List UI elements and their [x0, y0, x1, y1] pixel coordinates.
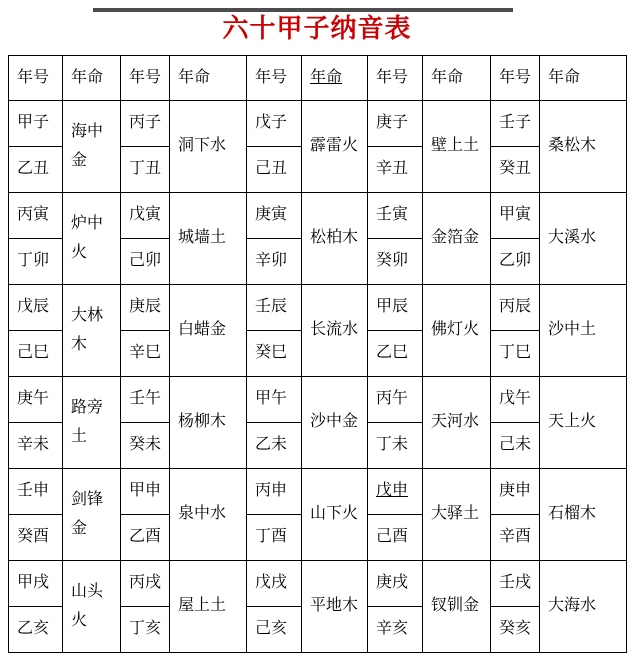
year-cell: 辛丑: [368, 147, 423, 193]
table-row: [9, 469, 627, 515]
year-cell: 壬申: [9, 469, 63, 515]
year-cell: 丁巳: [491, 331, 540, 377]
header-nayin-label: 年命: [302, 56, 368, 101]
nayin-cell: 洞下水: [170, 101, 247, 193]
header-nayin-label: 年命: [423, 56, 491, 101]
year-cell: 癸丑: [491, 147, 540, 193]
year-cell: 丙辰: [491, 285, 540, 331]
year-cell: 戊午: [491, 377, 540, 423]
year-cell: 庚戌: [368, 561, 423, 607]
year-cell: 壬戌: [491, 561, 540, 607]
year-cell: 壬寅: [368, 193, 423, 239]
header-year-label: 年号: [9, 56, 63, 101]
year-cell: 己丑: [247, 147, 302, 193]
year-cell: 甲午: [247, 377, 302, 423]
table-row: [9, 193, 627, 239]
top-divider-line: [93, 8, 513, 12]
header-nayin-label: 年命: [63, 56, 121, 101]
nayin-cell: 山下火: [302, 469, 368, 561]
year-cell: 癸酉: [9, 515, 63, 561]
nayin-cell: 白蜡金: [170, 285, 247, 377]
nayin-cell: 长流水: [302, 285, 368, 377]
table-row: [9, 377, 627, 423]
year-cell: 戊辰: [9, 285, 63, 331]
nayin-cell: 天河水: [423, 377, 491, 469]
year-cell: 己卯: [121, 239, 170, 285]
nayin-cell: 大海水: [540, 561, 627, 653]
year-cell: 壬辰: [247, 285, 302, 331]
year-cell: 甲戌: [9, 561, 63, 607]
nayin-cell: 平地木: [302, 561, 368, 653]
header-year-label: 年号: [368, 56, 423, 101]
year-cell: 丁酉: [247, 515, 302, 561]
page-title: 六十甲子纳音表: [222, 14, 412, 43]
year-cell: 戊戌: [247, 561, 302, 607]
year-cell: 癸卯: [368, 239, 423, 285]
nayin-cell: 杨柳木: [170, 377, 247, 469]
year-cell: 己酉: [368, 515, 423, 561]
header-year-label: 年号: [121, 56, 170, 101]
nayin-cell: 金箔金: [423, 193, 491, 285]
year-cell: 辛亥: [368, 607, 423, 653]
year-cell: 乙酉: [121, 515, 170, 561]
header-row: [9, 56, 627, 101]
year-cell: 甲寅: [491, 193, 540, 239]
header-year-label: 年号: [491, 56, 540, 101]
nayin-cell: 沙中金: [302, 377, 368, 469]
header-nayin-label: 年命: [540, 56, 627, 101]
year-cell: 庚寅: [247, 193, 302, 239]
year-cell: 甲辰: [368, 285, 423, 331]
year-cell: 乙卯: [491, 239, 540, 285]
nayin-cell: 海中金: [63, 101, 121, 193]
nayin-cell: 钗钏金: [423, 561, 491, 653]
year-cell: 庚申: [491, 469, 540, 515]
year-cell: 丙午: [368, 377, 423, 423]
year-cell: 庚子: [368, 101, 423, 147]
nayin-cell: 路旁土: [63, 377, 121, 469]
year-cell: 丁丑: [121, 147, 170, 193]
nayin-cell: 大驿土: [423, 469, 491, 561]
year-cell: 乙丑: [9, 147, 63, 193]
year-cell: 己未: [491, 423, 540, 469]
year-cell: 丙戌: [121, 561, 170, 607]
nayin-cell: 炉中火: [63, 193, 121, 285]
year-cell: 癸未: [121, 423, 170, 469]
year-cell: 丁亥: [121, 607, 170, 653]
year-cell: 甲申: [121, 469, 170, 515]
nayin-cell: 佛灯火: [423, 285, 491, 377]
table-row: [9, 285, 627, 331]
nayin-cell: 松柏木: [302, 193, 368, 285]
year-cell: 丙子: [121, 101, 170, 147]
year-cell: 丁卯: [9, 239, 63, 285]
nayin-cell: 沙中土: [540, 285, 627, 377]
table-body: [9, 101, 627, 653]
year-cell: 辛巳: [121, 331, 170, 377]
year-cell: 丁未: [368, 423, 423, 469]
year-cell: 壬午: [121, 377, 170, 423]
year-cell: 己亥: [247, 607, 302, 653]
year-cell: 甲子: [9, 101, 63, 147]
year-cell: 壬子: [491, 101, 540, 147]
year-cell: 乙巳: [368, 331, 423, 377]
table-header: [9, 56, 627, 101]
nayin-cell: 泉中水: [170, 469, 247, 561]
nayin-cell: 天上火: [540, 377, 627, 469]
header-year-label: 年号: [247, 56, 302, 101]
table-row: [9, 101, 627, 147]
year-cell: 庚辰: [121, 285, 170, 331]
nayin-cell: 桑松木: [540, 101, 627, 193]
nayin-cell: 山头火: [63, 561, 121, 653]
nayin-cell: 石榴木: [540, 469, 627, 561]
year-cell: 戊子: [247, 101, 302, 147]
nayin-cell: 大林木: [63, 285, 121, 377]
year-cell: 戊寅: [121, 193, 170, 239]
nayin-cell: 霹雷火: [302, 101, 368, 193]
nayin-cell: 屋上土: [170, 561, 247, 653]
year-cell: 戊申: [368, 469, 423, 515]
year-cell: 丙申: [247, 469, 302, 515]
year-cell: 辛卯: [247, 239, 302, 285]
year-cell: 己巳: [9, 331, 63, 377]
nayin-cell: 城墙土: [170, 193, 247, 285]
year-cell: 辛酉: [491, 515, 540, 561]
year-cell: 癸亥: [491, 607, 540, 653]
header-nayin-label: 年命: [170, 56, 247, 101]
year-cell: 辛未: [9, 423, 63, 469]
year-cell: 丙寅: [9, 193, 63, 239]
table-row: [9, 561, 627, 607]
nayin-cell: 壁上土: [423, 101, 491, 193]
nayin-table: [8, 55, 627, 653]
year-cell: 乙未: [247, 423, 302, 469]
year-cell: 庚午: [9, 377, 63, 423]
nayin-cell: 大溪水: [540, 193, 627, 285]
year-cell: 癸巳: [247, 331, 302, 377]
nayin-cell: 剑锋金: [63, 469, 121, 561]
year-cell: 乙亥: [9, 607, 63, 653]
